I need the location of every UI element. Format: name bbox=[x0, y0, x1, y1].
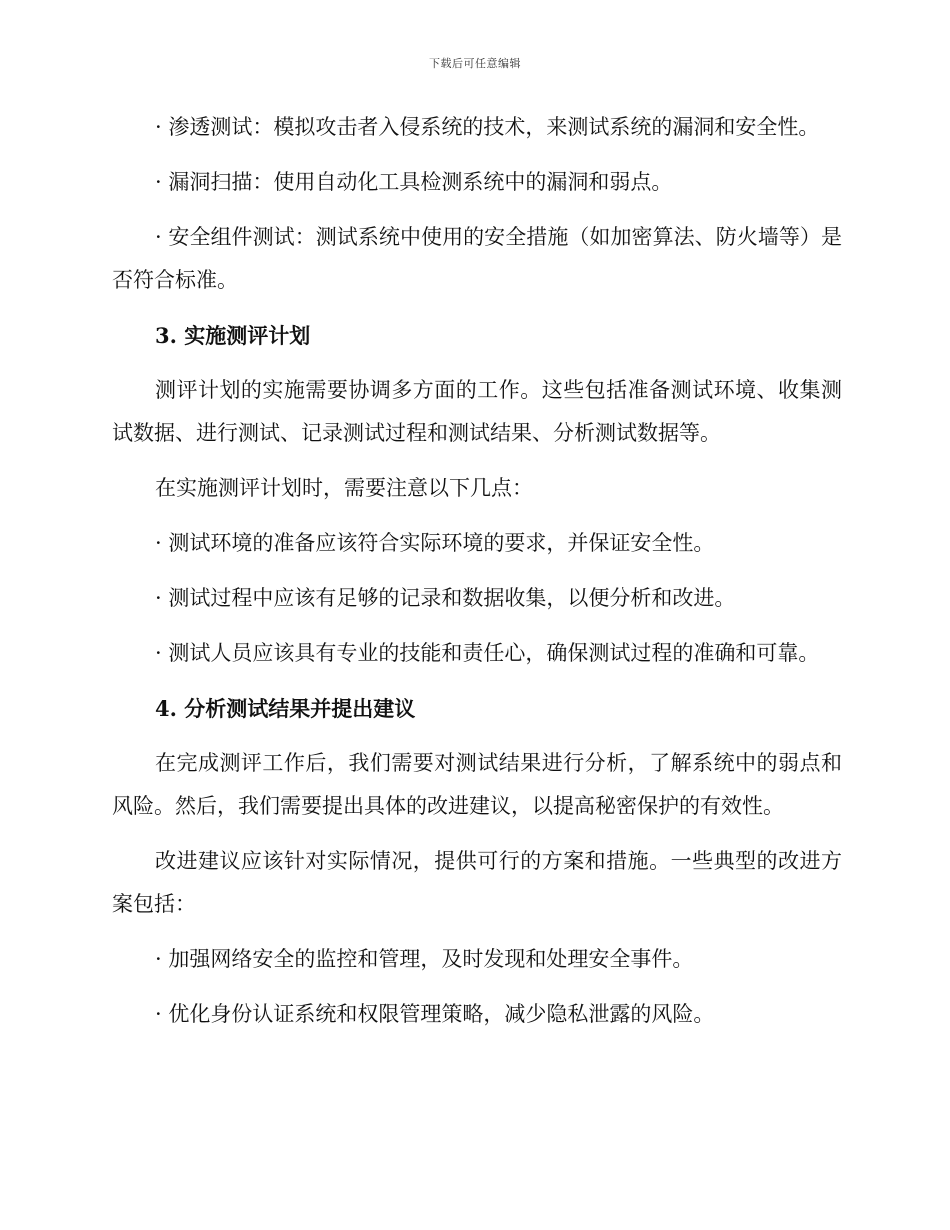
bullet-test-personnel: · 测试人员应该具有专业的技能和责任心，确保测试过程的准确和可靠。 bbox=[155, 641, 820, 665]
page-header: 下载后可任意编辑 bbox=[429, 57, 521, 70]
bullet-penetration-test: · 渗透测试：模拟攻击者入侵系统的技术，来测试系统的漏洞和安全性。 bbox=[155, 115, 820, 139]
bullet-test-records: · 测试过程中应该有足够的记录和数据收集，以便分析和改进。 bbox=[155, 586, 736, 610]
paragraph-result-analysis: 在完成测评工作后，我们需要对测试结果进行分析，了解系统中的弱点和风险。然后，我们需要提出具体的改进建议，以提高秘密保护的有效性。 bbox=[112, 751, 842, 818]
bullet-network-monitoring: · 加强网络安全的监控和管理，及时发现和处理安全事件。 bbox=[155, 947, 694, 971]
bullet-identity-auth: · 优化身份认证系统和权限管理策略，减少隐私泄露的风险。 bbox=[155, 1002, 715, 1026]
paragraph-plan-implementation: 测评计划的实施需要协调多方面的工作。这些包括准备测试环境、收集测试数据、进行测试、记录测试过程和测试结果、分析测试数据等。 bbox=[112, 378, 842, 445]
paragraph-suggestions-intro: 改进建议应该针对实际情况，提供可行的方案和措施。一些典型的改进方案包括： bbox=[112, 849, 842, 916]
section-heading-4: 4. 分析测试结果并提出建议 bbox=[155, 696, 416, 721]
paragraph-notes-intro: 在实施测评计划时，需要注意以下几点： bbox=[155, 476, 533, 500]
bullet-vulnerability-scan: · 漏洞扫描：使用自动化工具检测系统中的漏洞和弱点。 bbox=[155, 170, 673, 194]
section-heading-3: 3. 实施测评计划 bbox=[155, 323, 311, 348]
bullet-test-environment: · 测试环境的准备应该符合实际环境的要求，并保证安全性。 bbox=[155, 531, 715, 555]
bullet-security-component-test: · 安全组件测试：测试系统中使用的安全措施（如加密算法、防火墙等）是否符合标准。 bbox=[112, 225, 842, 292]
document-body bbox=[112, 106, 842, 1048]
